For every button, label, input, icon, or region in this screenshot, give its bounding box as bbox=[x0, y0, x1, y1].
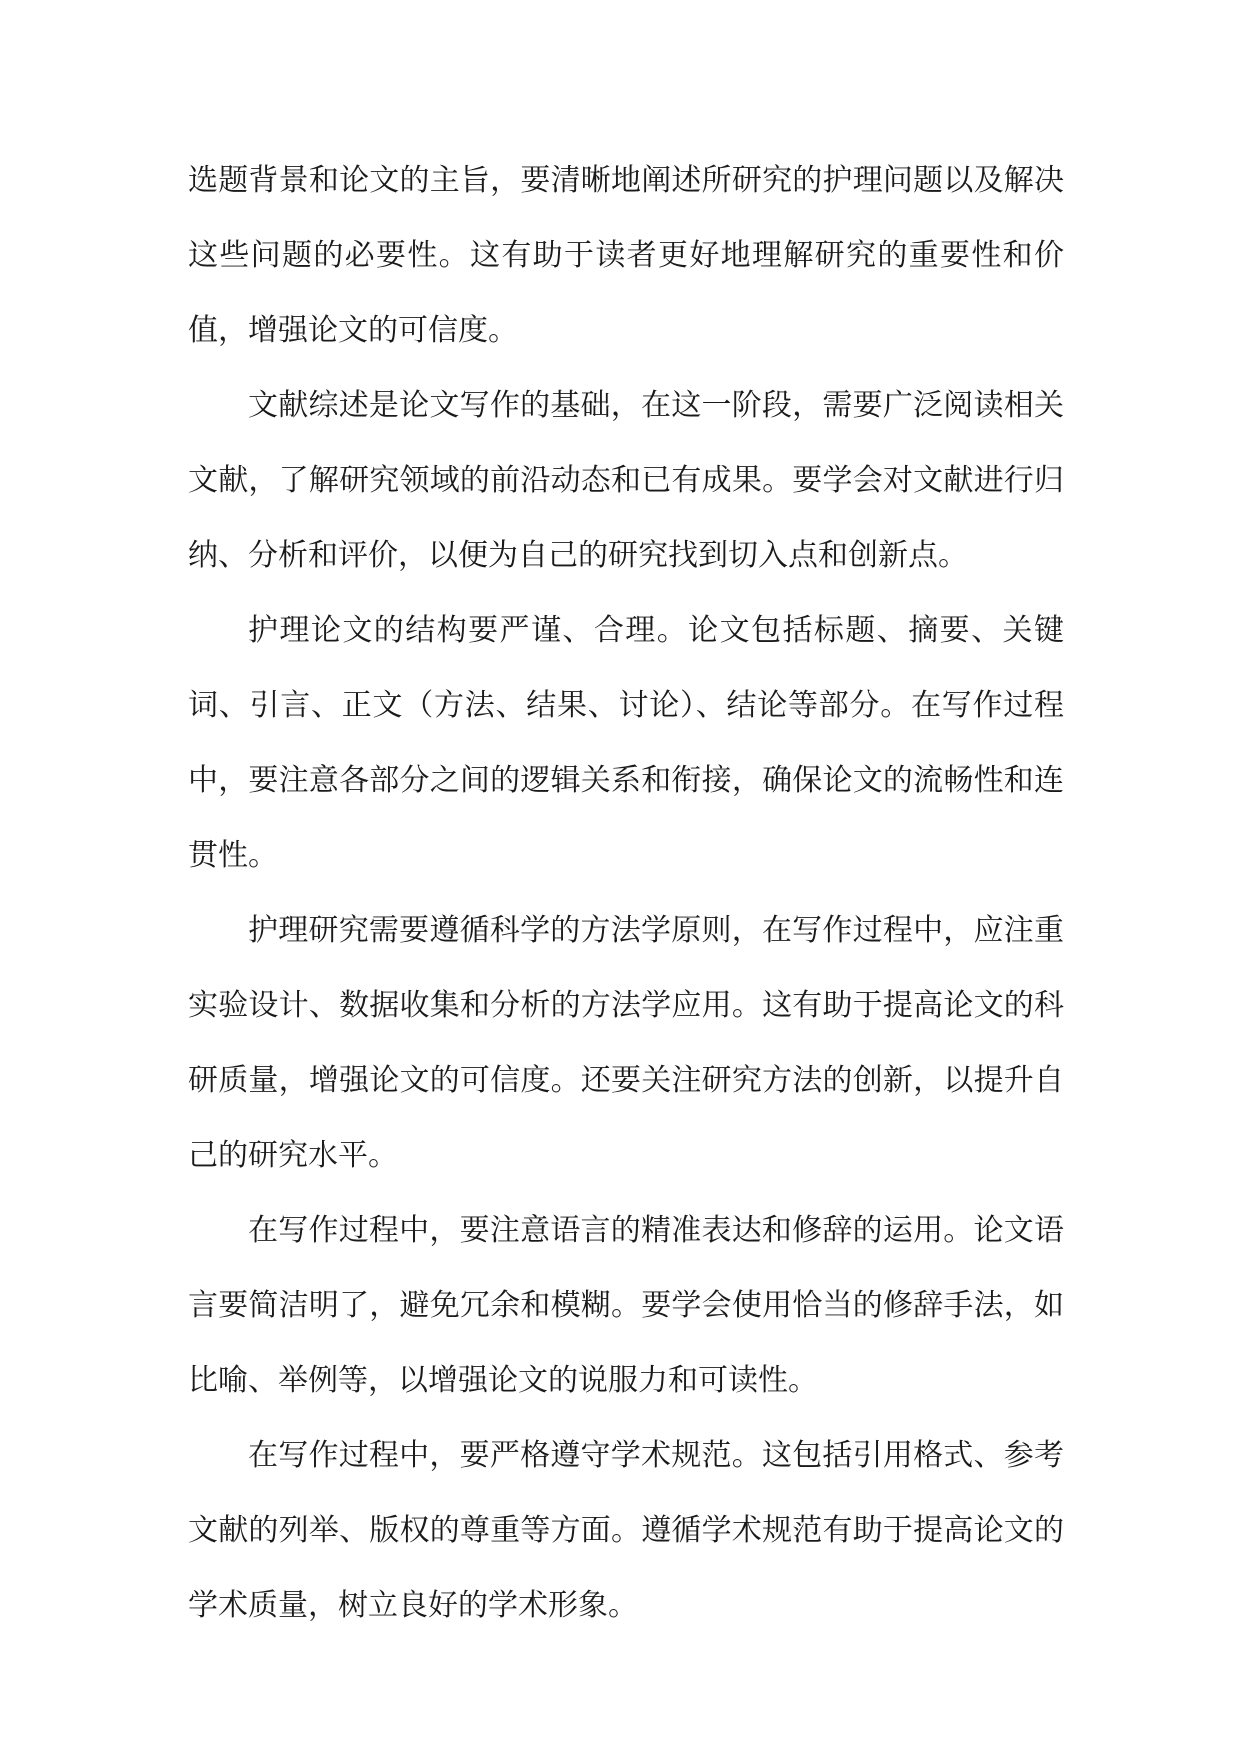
paragraph-4: 护理研究需要遵循科学的方法学原则，在写作过程中，应注重实验设计、数据收集和分析的方法学应用。这有助于提高论文的科研质量，增强论文的可信度。还要关注研究方法的创新，以提升自己的研究水平。 bbox=[188, 913, 1064, 1173]
paragraph-2: 文献综述是论文写作的基础，在这一阶段，需要广泛阅读相关文献，了解研究领域的前沿动态和已有成果。要学会对文献进行归纳、分析和评价，以便为自己的研究找到切入点和创新点。 bbox=[188, 388, 1064, 573]
paragraph-1: 选题背景和论文的主旨，要清晰地阐述所研究的护理问题以及解决这些问题的必要性。这有助于读者更好地理解研究的重要性和价值，增强论文的可信度。 bbox=[188, 163, 1064, 348]
body-text bbox=[188, 143, 1064, 1643]
paragraph-5: 在写作过程中，要注意语言的精准表达和修辞的运用。论文语言要简洁明了，避免冗余和模糊。要学会使用恰当的修辞手法，如比喻、举例等，以增强论文的说服力和可读性。 bbox=[188, 1213, 1064, 1398]
paragraph-3: 护理论文的结构要严谨、合理。论文包括标题、摘要、关键词、引言、正文（方法、结果、讨论）、结论等部分。在写作过程中，要注意各部分之间的逻辑关系和衔接，确保论文的流畅性和连贯性。 bbox=[188, 613, 1064, 873]
paragraph-6: 在写作过程中，要严格遵守学术规范。这包括引用格式、参考文献的列举、版权的尊重等方面。遵循学术规范有助于提高论文的学术质量，树立良好的学术形象。 bbox=[188, 1438, 1064, 1623]
